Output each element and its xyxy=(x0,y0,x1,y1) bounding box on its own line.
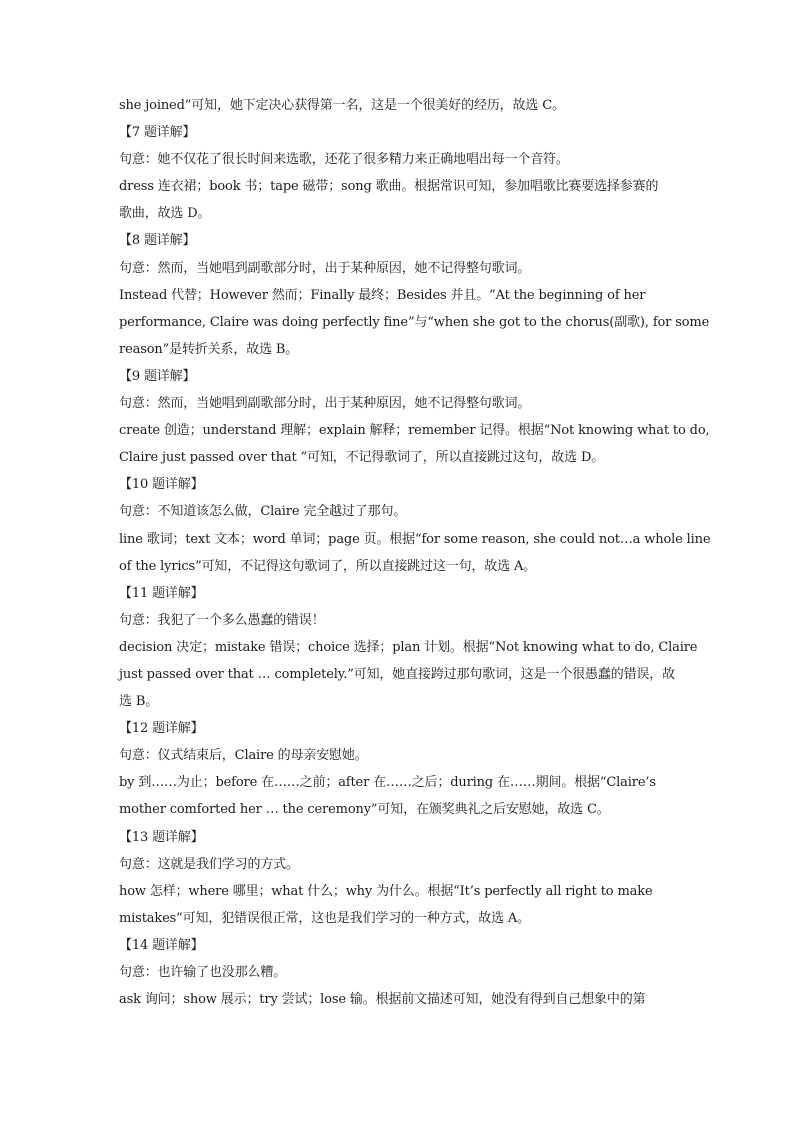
text-line: 句意：也许输了也没那么糟。 xyxy=(119,965,287,980)
text-line: 歌曲，故选 D。 xyxy=(119,206,211,222)
section-heading-q9: 【9 题详解】 xyxy=(119,368,196,384)
text-line: line 歌词；text 文本；word 单词；page 页。根据“for some reason, she could not…a whole line xyxy=(119,531,711,547)
section-heading-q11: 【11 题详解】 xyxy=(119,585,204,601)
text-line: 句意：仪式结束后，Claire 的母亲安慰她。 xyxy=(119,748,368,764)
text-line: she joined”可知，她下定决心获得第一名，这是一个很美好的经历，故选 C。 xyxy=(119,98,565,113)
text-line: reason”是转折关系，故选 B。 xyxy=(119,341,299,357)
section-heading-q14: 【14 题详解】 xyxy=(119,937,204,953)
text-line: how 怎样；where 哪里；what 什么；why 为什么。根据“It’s perfectly all right to make xyxy=(119,883,653,899)
text-line: Instead 代替；However 然而；Finally 最终；Besides 并且。“At the beginning of her xyxy=(119,287,646,303)
text-line: mother comforted her … the ceremony”可知，在颁奖典礼之后安慰她，故选 C。 xyxy=(119,802,610,818)
section-heading-q10: 【10 题详解】 xyxy=(119,477,204,493)
section-heading-q7: 【7 题详解】 xyxy=(119,125,196,141)
text-line: dress 连衣裙；book 书；tape 磁带；song 歌曲。根据常识可知，参加唱歌比赛要选择参赛的 xyxy=(119,179,659,195)
section-heading-q13: 【13 题详解】 xyxy=(119,829,204,845)
text-line: 句意：她不仅花了很长时间来选歌，还花了很多精力来正确地唱出每一个音符。 xyxy=(119,152,569,168)
text-line: by 到……为止；before 在……之前；after 在……之后；during 在……期间。根据“Claire’s xyxy=(119,775,656,791)
text-line: 句意：我犯了一个多么愚蠢的错误！ xyxy=(119,612,325,628)
text-line: decision 决定；mistake 错误；choice 选择；plan 计划。根据“Not knowing what to do, Claire xyxy=(119,639,698,655)
text-line: 句意：这就是我们学习的方式。 xyxy=(119,856,299,872)
section-heading-q8: 【8 题详解】 xyxy=(119,233,196,249)
text-line: Claire just passed over that ”可知，不记得歌词了，所以直接跳过这句，故选 D。 xyxy=(119,450,605,466)
text-line: just passed over that … completely.”可知，她直接跨过那句歌词，这是一个很愚蠢的错误，故 xyxy=(119,666,675,682)
text-line: 选 B。 xyxy=(119,694,159,710)
text-line: ask 询问；show 展示；try 尝试；lose 输。根据前文描述可知，她没有得到自己想象中的第 xyxy=(119,992,646,1008)
text-line: mistakes”可知，犯错误很正常，这也是我们学习的一种方式，故选 A。 xyxy=(119,910,530,926)
text-line: 句意：不知道该怎么做，Claire 完全越过了那句。 xyxy=(119,504,407,520)
text-line: performance, Claire was doing perfectly fine”与“when she got to the chorus(副歌), for some xyxy=(119,314,710,330)
text-line: of the lyrics”可知，不记得这句歌词了，所以直接跳过这一句，故选 A。 xyxy=(119,558,537,574)
text-line: 句意：然而，当她唱到副歌部分时，出于某种原因，她不记得整句歌词。 xyxy=(119,396,531,412)
section-heading-q12: 【12 题详解】 xyxy=(119,721,204,737)
text-line: 句意：然而，当她唱到副歌部分时，出于某种原因，她不记得整句歌词。 xyxy=(119,260,531,276)
text-line: create 创造；understand 理解；explain 解释；remember 记得。根据“Not knowing what to do, xyxy=(119,423,710,439)
answer-explanations xyxy=(119,92,711,1013)
